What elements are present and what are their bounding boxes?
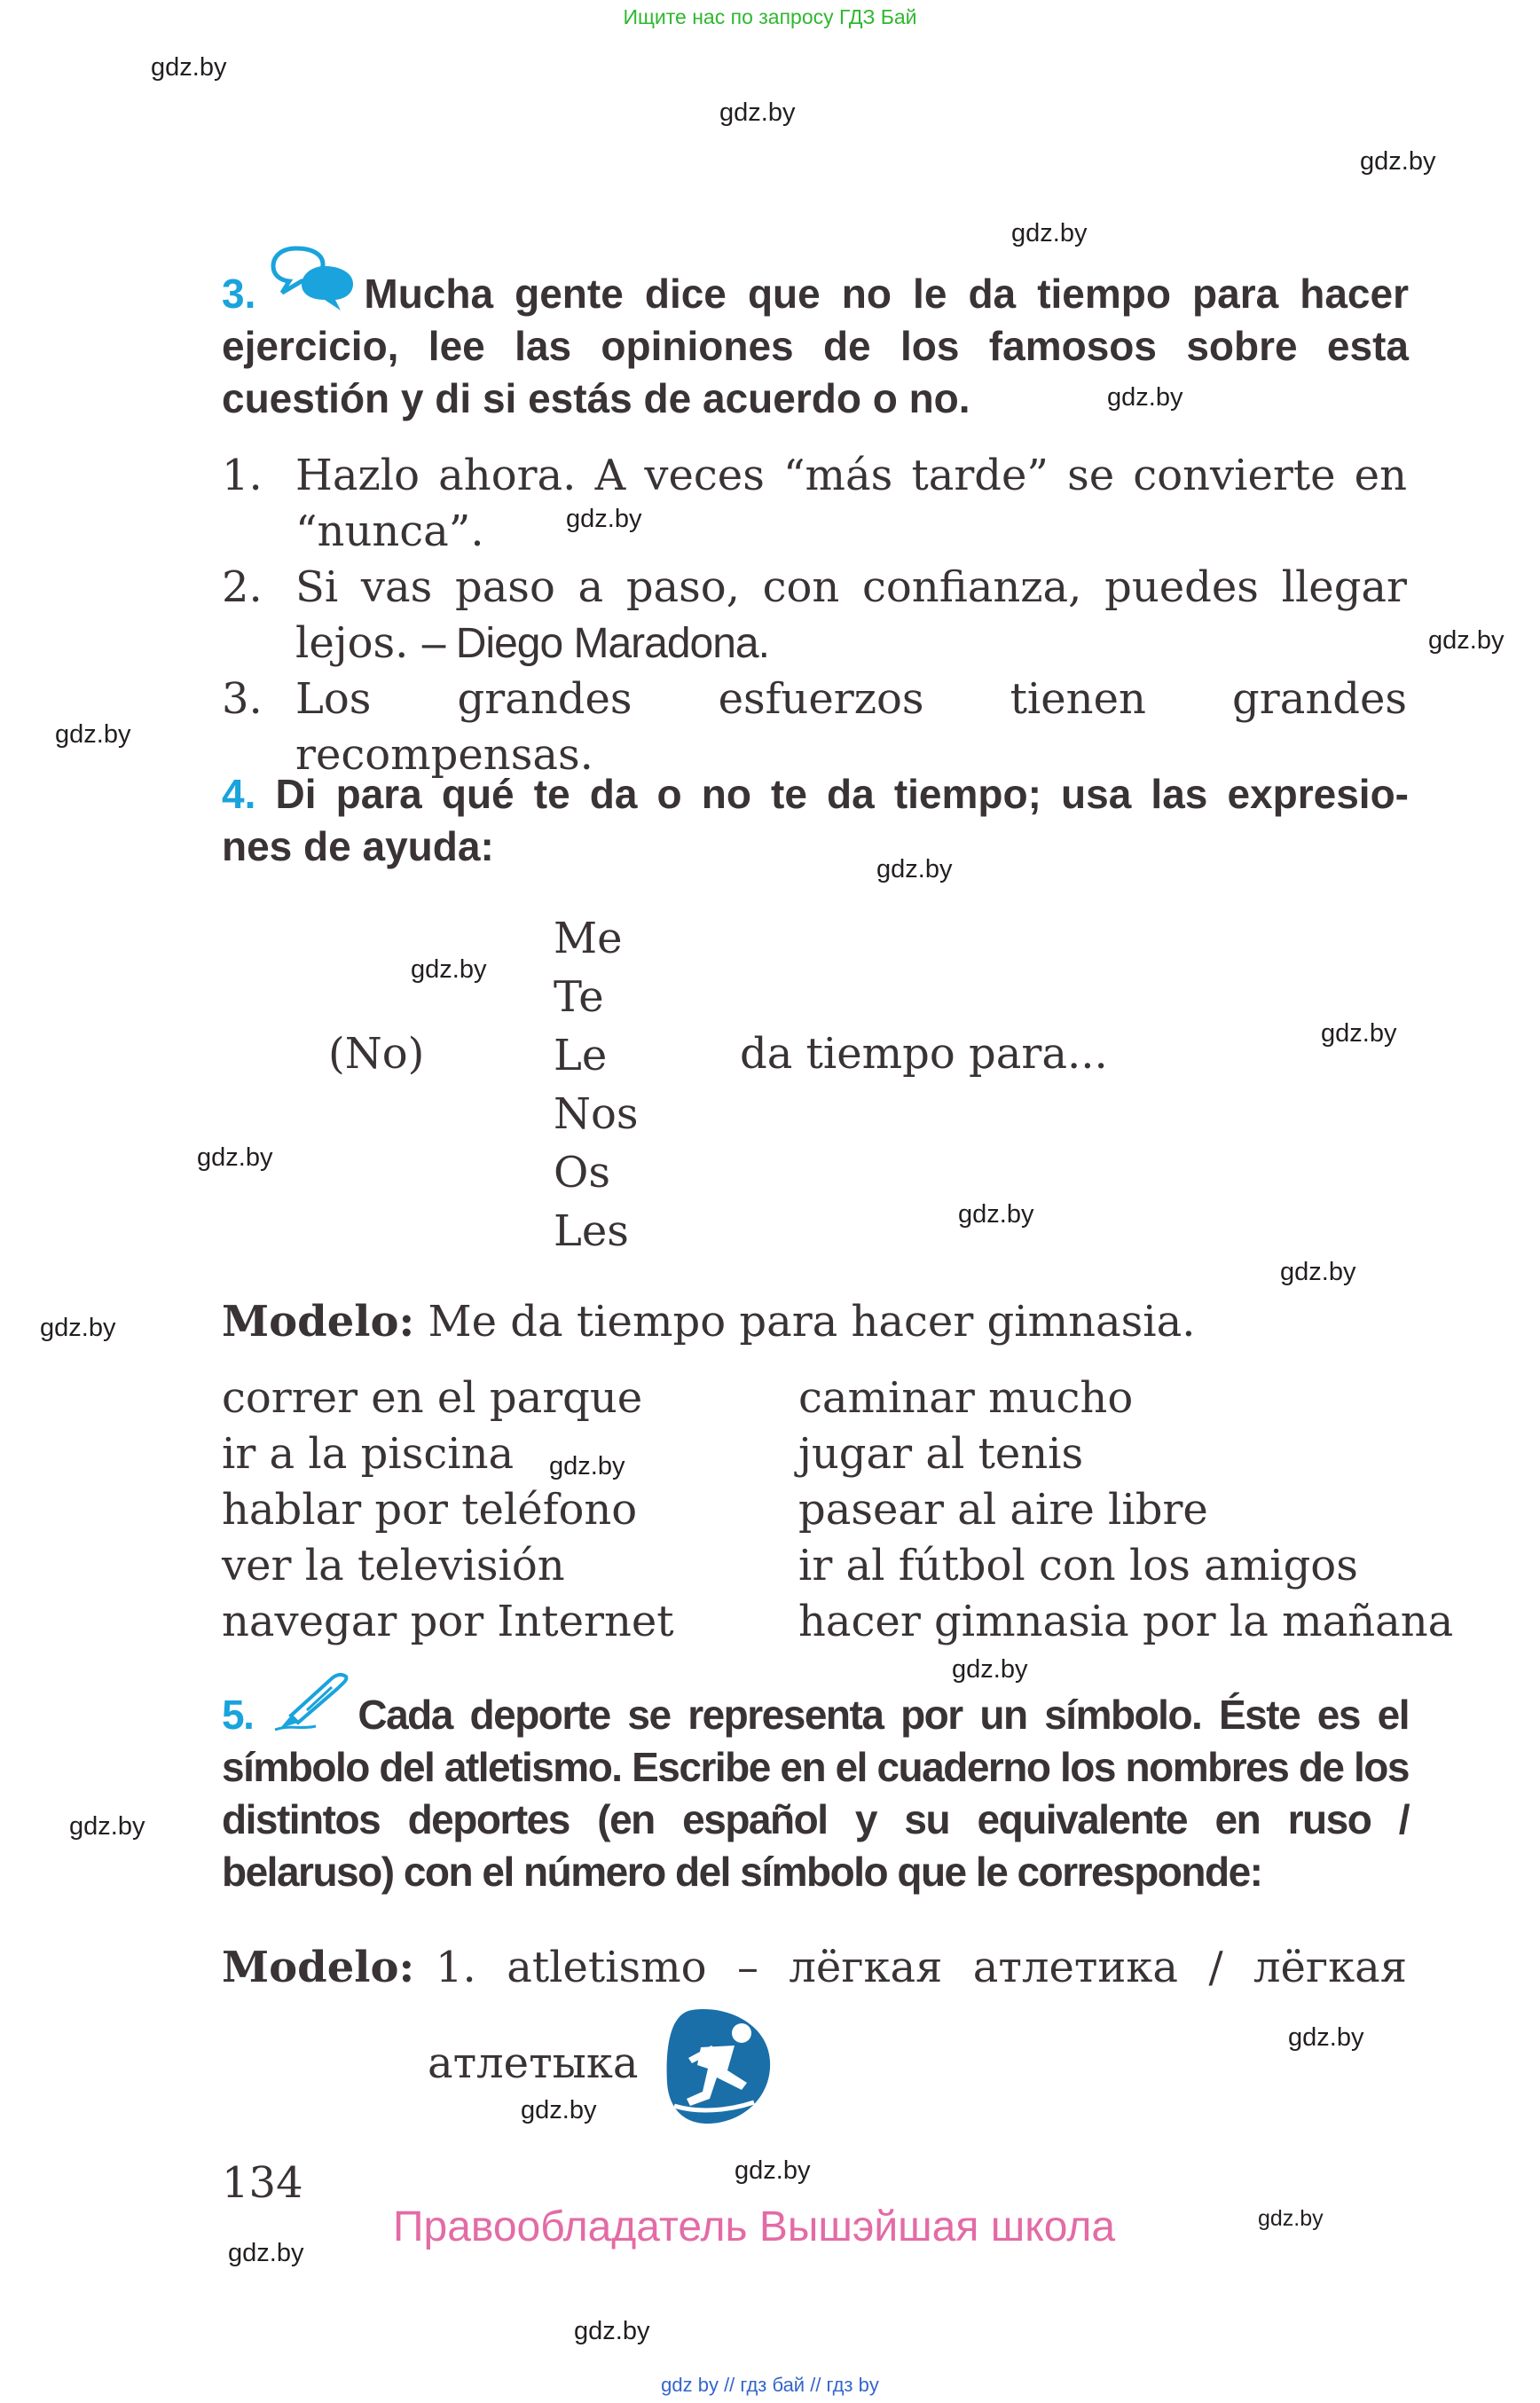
- quote-2-text: lejos.: [295, 618, 409, 668]
- exercise-4-text-line1: Di para qué te da o no te da tiempo; usa las expresio-: [275, 771, 1409, 817]
- model-line2: атлетыка: [428, 2038, 639, 2088]
- watermark: gdz.by: [521, 2096, 597, 2124]
- expression-item: pasear al aire libre: [798, 1485, 1208, 1535]
- expression-item: correr en el parque: [222, 1373, 643, 1423]
- pronoun-item: Te: [554, 972, 604, 1022]
- watermark: gdz.by: [197, 1143, 273, 1172]
- watermark: gdz.by: [952, 1655, 1028, 1684]
- quote-2-line2: [295, 616, 769, 671]
- watermark: gdz.by: [958, 1200, 1034, 1229]
- exercise-4-instruction: [222, 768, 1409, 873]
- pronoun-item: Os: [554, 1148, 610, 1198]
- watermark: gdz.by: [1321, 1019, 1397, 1048]
- expression-item: navegar por Internet: [222, 1597, 674, 1646]
- watermark: gdz.by: [1107, 383, 1183, 412]
- quote-2-line1: Si vas paso a paso, con confianza, puedes llegar: [295, 562, 1407, 612]
- model-label: Modelo:: [222, 1297, 415, 1347]
- watermark: gdz.by: [735, 2156, 811, 2185]
- watermark: gdz.by: [1011, 219, 1088, 247]
- exercise-4-model: [222, 1294, 1196, 1350]
- watermark: gdz.by: [549, 1452, 625, 1480]
- expression-item: ir a la piscina: [222, 1429, 515, 1479]
- watermark: gdz.by: [40, 1314, 116, 1342]
- watermark: gdz.by: [69, 1812, 145, 1841]
- watermark: gdz.by: [151, 53, 227, 82]
- quote-1-number: 1.: [222, 451, 263, 500]
- pronoun-list: [554, 909, 639, 1260]
- expression-item: ir al fútbol con los amigos: [798, 1541, 1358, 1590]
- exercise-4-number: 4.: [222, 771, 256, 817]
- negation-label: (No): [328, 1029, 425, 1079]
- copyright-owner: Правообладатель Вышэйшая школа: [393, 2203, 1116, 2250]
- pronoun-item: Le: [554, 1031, 608, 1080]
- expression-item: ver la televisión: [222, 1541, 565, 1590]
- exercise-5-text: Cada deporte se representa por un símbolo. Éste es el símbolo del atletismo. Escribe en el cuaderno los nombres de los distintos deportes (en español y su equivalente en ruso / belaruso) con el número del símbolo que le corresponde:: [222, 1692, 1409, 1895]
- exercise-3-number: 3.: [222, 271, 256, 317]
- watermark: gdz.by: [1258, 2206, 1324, 2231]
- quote-3-number: 3.: [222, 674, 263, 724]
- exercise-3-instruction: [222, 268, 1409, 425]
- model-line1: 1. atletismo – лёгкая атлетика / лёгкая: [436, 1943, 1407, 1992]
- quote-3-line1: Los grandes esfuerzos tienen grandes recompensas.: [295, 674, 1407, 780]
- page-number: 134: [222, 2158, 303, 2208]
- watermark: gdz.by: [411, 955, 487, 984]
- exercise-3-text: Mucha gente dice que no le da tiempo para hacer ejercicio, lee las opiniones de los famosos sobre esta cuestión y di si estás de acuerdo o no.: [222, 271, 1409, 421]
- expression-item: caminar mucho: [798, 1373, 1134, 1423]
- quote-2-number: 2.: [222, 562, 263, 612]
- watermark: gdz.by: [574, 2317, 650, 2345]
- watermark: gdz.by: [1280, 1258, 1356, 1286]
- watermark: gdz.by: [1428, 626, 1505, 655]
- expression-item: hacer gimnasia por la mañana: [798, 1597, 1454, 1646]
- pronoun-item: Nos: [554, 1089, 639, 1139]
- quote-1-line1: Hazlo ahora. A veces “más tarde” se convierte en: [295, 451, 1407, 500]
- expression-item: jugar al tenis: [798, 1429, 1084, 1479]
- watermark: gdz.by: [876, 855, 953, 883]
- watermark: gdz.by: [228, 2239, 304, 2267]
- model-text: Me da tiempo para hacer gimnasia.: [428, 1297, 1196, 1347]
- pronoun-item: Les: [554, 1206, 629, 1256]
- watermark: gdz.by: [1288, 2023, 1364, 2052]
- model-label: Modelo:: [222, 1943, 415, 1992]
- expressions-right: [798, 1370, 1453, 1650]
- quote-2-author: – Diego Maradona.: [421, 620, 769, 667]
- phrase-label: da tiempo para...: [740, 1029, 1108, 1079]
- exercise-5-number: 5.: [222, 1692, 254, 1738]
- expressions-left: [222, 1370, 674, 1650]
- watermark: gdz.by: [1360, 147, 1436, 176]
- pronoun-item: Me: [554, 914, 623, 963]
- quote-1-line2: “nunca”.: [295, 507, 484, 556]
- watermark: gdz.by: [55, 720, 131, 749]
- watermark: gdz.by: [719, 98, 796, 127]
- bottom-search-note: gdz by // гдз бай // гдз by: [661, 2374, 879, 2396]
- exercise-4-text-line2: nes de ayuda:: [222, 823, 494, 869]
- exercise-5-instruction: [222, 1689, 1409, 1898]
- top-search-note: Ищите нас по запросу ГДЗ Бай: [623, 5, 917, 28]
- athletics-runner-icon: [665, 2006, 772, 2125]
- exercise-5-model: [222, 1940, 1407, 1996]
- watermark: gdz.by: [566, 505, 642, 533]
- expression-item: hablar por teléfono: [222, 1485, 638, 1535]
